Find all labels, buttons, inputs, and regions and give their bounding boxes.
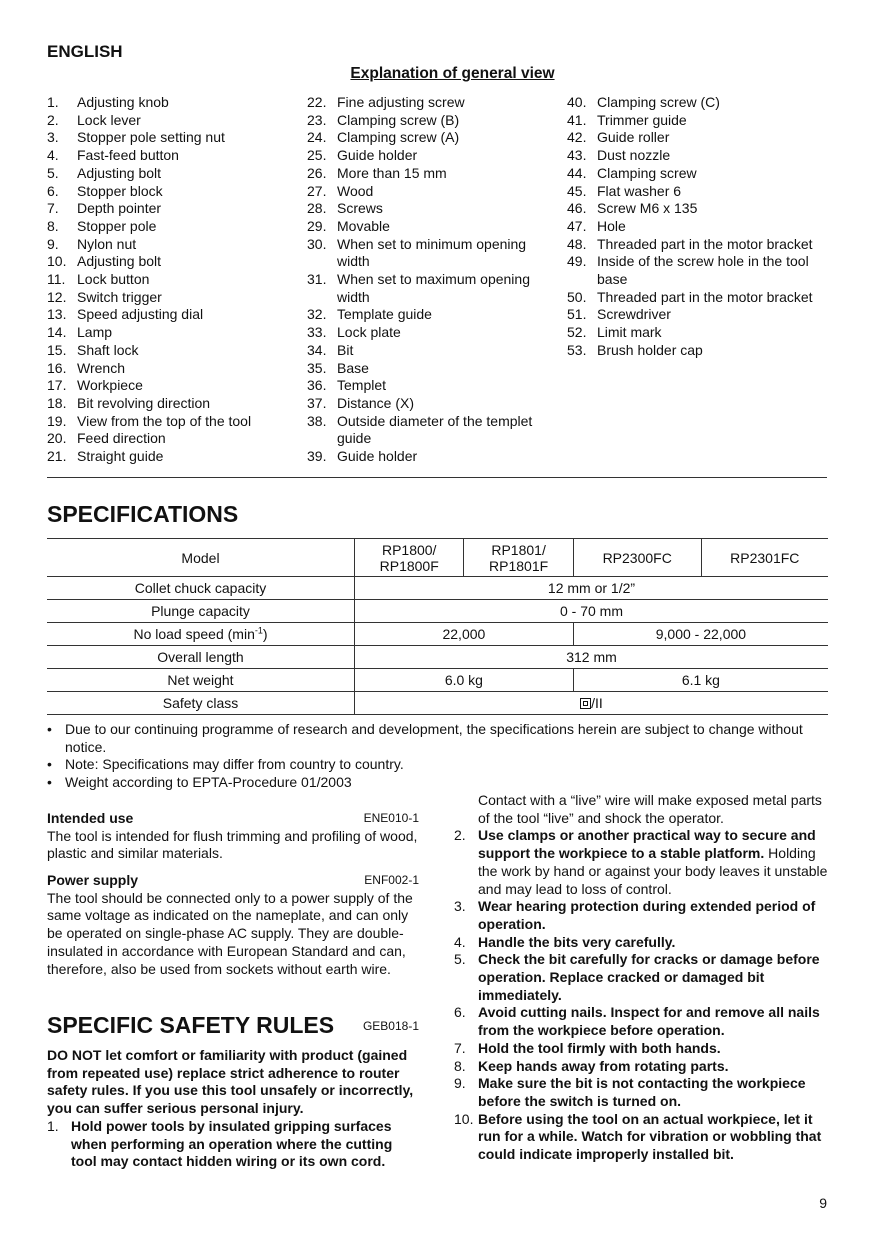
rule-text-normal: Holding the work by hand or against your body leaves it unstable and may lead to loss of control. bbox=[478, 845, 828, 897]
part-list-item bbox=[567, 112, 822, 130]
part-number: 26. bbox=[307, 164, 327, 181]
safety-rule bbox=[454, 1075, 828, 1110]
part-list-item bbox=[47, 200, 297, 218]
specifications-table bbox=[47, 538, 828, 715]
safety-rule bbox=[454, 898, 828, 933]
spec-row-collet bbox=[47, 577, 828, 600]
part-number: 21. bbox=[47, 448, 67, 465]
part-list-item bbox=[47, 448, 297, 466]
part-name: Switch trigger bbox=[77, 288, 162, 305]
part-list-item bbox=[47, 360, 297, 378]
part-number: 50. bbox=[567, 288, 587, 305]
part-list-item bbox=[567, 94, 822, 112]
part-name: Guide roller bbox=[597, 129, 670, 146]
part-number: 41. bbox=[567, 111, 587, 128]
rule-number: 7. bbox=[454, 1039, 466, 1056]
general-view-title: Explanation of general view bbox=[350, 65, 555, 82]
part-number: 31. bbox=[307, 271, 327, 288]
part-name: Speed adjusting dial bbox=[77, 306, 204, 323]
part-number: 49. bbox=[567, 253, 587, 270]
part-name: Wrench bbox=[77, 359, 125, 376]
part-number: 6. bbox=[47, 182, 59, 199]
spec-label: Net weight bbox=[47, 669, 355, 692]
spec-label-model: Model bbox=[47, 539, 355, 577]
part-number: 17. bbox=[47, 377, 67, 394]
part-list-item bbox=[47, 377, 297, 395]
rule-text: Handle the bits very carefully. bbox=[478, 933, 676, 950]
intended-use-section bbox=[47, 810, 419, 863]
part-list-item bbox=[47, 183, 297, 201]
part-name: Lamp bbox=[77, 324, 113, 341]
part-name: More than 15 mm bbox=[337, 164, 447, 181]
power-supply-section bbox=[47, 872, 419, 978]
safety-rule bbox=[454, 1111, 828, 1164]
part-name: Flat washer 6 bbox=[597, 182, 682, 199]
part-number: 22. bbox=[307, 94, 327, 110]
part-number: 8. bbox=[47, 217, 59, 234]
part-name: Outside diameter of the templet guide bbox=[337, 412, 533, 447]
part-list-item bbox=[307, 147, 547, 165]
safety-rules-right bbox=[454, 792, 828, 1164]
part-number: 42. bbox=[567, 129, 587, 146]
part-list-item bbox=[307, 342, 547, 360]
rule-text: Hold the tool firmly with both hands. bbox=[478, 1039, 721, 1056]
spec-label bbox=[47, 623, 355, 646]
part-name: Clamping screw (B) bbox=[337, 111, 460, 128]
spec-notes bbox=[47, 721, 832, 792]
bullet-icon: • bbox=[47, 721, 52, 737]
part-list-item bbox=[47, 289, 297, 307]
parts-list-column-1 bbox=[47, 94, 297, 466]
part-number: 5. bbox=[47, 164, 59, 181]
page-number: 9 bbox=[819, 1195, 827, 1211]
part-list-item bbox=[47, 253, 297, 271]
part-name: Fast-feed button bbox=[77, 147, 179, 164]
spec-value: 0 - 70 mm bbox=[355, 600, 829, 623]
part-number: 30. bbox=[307, 235, 327, 252]
spec-value: 12 mm or 1/2” bbox=[355, 577, 829, 600]
note-text: Due to our continuing programme of research and development, the specifications herein are subject to change without notice. bbox=[65, 721, 803, 755]
section-divider bbox=[47, 477, 827, 478]
bullet-icon: • bbox=[47, 756, 52, 773]
rule-number: 8. bbox=[454, 1057, 466, 1074]
spec-value: 22,000 bbox=[355, 623, 574, 646]
part-name: Brush holder cap bbox=[597, 341, 703, 358]
part-number: 32. bbox=[307, 306, 327, 323]
part-number: 13. bbox=[47, 306, 67, 323]
double-insulation-icon bbox=[580, 698, 591, 709]
part-number: 1. bbox=[47, 94, 59, 110]
spec-row-weight bbox=[47, 669, 828, 692]
part-list-item bbox=[47, 324, 297, 342]
spec-label: Safety class bbox=[47, 692, 355, 715]
part-list-item bbox=[47, 271, 297, 289]
part-list-item bbox=[47, 413, 297, 431]
part-number: 52. bbox=[567, 324, 587, 341]
part-name: Trimmer guide bbox=[597, 111, 687, 128]
part-list-item bbox=[47, 236, 297, 254]
note-text: Note: Specifications may differ from country to country. bbox=[65, 756, 404, 773]
rule-text: Avoid cutting nails. Inspect for and remove all nails from the workpiece before operation. bbox=[478, 1004, 820, 1039]
part-list-item bbox=[307, 236, 547, 271]
part-list-item bbox=[567, 253, 822, 288]
part-number: 43. bbox=[567, 147, 587, 164]
part-name: Movable bbox=[337, 217, 390, 234]
part-number: 48. bbox=[567, 235, 587, 252]
part-number: 51. bbox=[567, 306, 587, 323]
safety-rules-code: GEB018-1 bbox=[362, 1019, 419, 1034]
part-number: 35. bbox=[307, 359, 327, 376]
intended-use-heading: Intended use bbox=[47, 810, 134, 826]
part-number: 28. bbox=[307, 200, 327, 217]
part-list-item bbox=[307, 183, 547, 201]
part-list-item bbox=[307, 165, 547, 183]
safety-rule bbox=[454, 1058, 828, 1076]
rule-number: 5. bbox=[454, 951, 466, 968]
part-number: 7. bbox=[47, 200, 59, 217]
part-list-item bbox=[567, 165, 822, 183]
rule-number: 4. bbox=[454, 933, 466, 950]
part-list-item bbox=[567, 236, 822, 254]
part-name: Distance (X) bbox=[337, 394, 415, 411]
part-name: Wood bbox=[337, 182, 374, 199]
part-number: 12. bbox=[47, 288, 67, 305]
rule-text: Hold power tools by insulated gripping surfaces when performing an operation where the cutting tool may contact hidden wiring or its own cord. bbox=[71, 1117, 393, 1170]
part-name: Adjusting bolt bbox=[77, 164, 162, 181]
part-list-item bbox=[567, 129, 822, 147]
part-name: Guide holder bbox=[337, 147, 418, 164]
part-list-item bbox=[567, 306, 822, 324]
intended-use-code: ENE010-1 bbox=[363, 811, 419, 825]
part-number: 14. bbox=[47, 324, 67, 341]
part-list-item bbox=[307, 129, 547, 147]
part-name: Threaded part in the motor bracket bbox=[597, 235, 813, 252]
part-list-item bbox=[307, 218, 547, 236]
part-name: Screwdriver bbox=[597, 306, 671, 323]
part-number: 2. bbox=[47, 111, 59, 128]
part-name: Shaft lock bbox=[77, 341, 139, 358]
part-name: Stopper pole bbox=[77, 217, 157, 234]
part-number: 18. bbox=[47, 394, 67, 411]
model-name: RP1800/ bbox=[381, 541, 437, 558]
part-list-item bbox=[567, 147, 822, 165]
spec-value: 312 mm bbox=[355, 646, 829, 669]
rule-number: 10. bbox=[454, 1110, 474, 1127]
part-number: 19. bbox=[47, 412, 67, 429]
spec-value: 6.0 kg bbox=[355, 669, 574, 692]
part-list-item bbox=[307, 112, 547, 130]
part-number: 38. bbox=[307, 412, 327, 429]
part-name: Template guide bbox=[337, 306, 432, 323]
spec-row-model bbox=[47, 539, 828, 577]
spec-model-3: RP2300FC bbox=[573, 539, 701, 577]
bullet-icon: • bbox=[47, 774, 52, 791]
part-number: 33. bbox=[307, 324, 327, 341]
safety-rules-title: SPECIFIC SAFETY RULES bbox=[47, 1012, 335, 1038]
part-list-item bbox=[47, 430, 297, 448]
part-name: Guide holder bbox=[337, 448, 418, 465]
part-name: Screw M6 x 135 bbox=[597, 200, 698, 217]
safety-rule bbox=[454, 1040, 828, 1058]
part-list-item bbox=[307, 306, 547, 324]
part-list-item bbox=[47, 165, 297, 183]
rule-text-bold: Use clamps or another practical way to secure and support the workpiece to a stable platform. bbox=[478, 827, 816, 862]
part-list-item bbox=[567, 200, 822, 218]
safety-rule bbox=[454, 951, 828, 1004]
part-name: Limit mark bbox=[597, 324, 662, 341]
spec-label: Overall length bbox=[47, 646, 355, 669]
spec-model-4: RP2301FC bbox=[701, 539, 828, 577]
safety-rule bbox=[454, 1004, 828, 1039]
spec-label: Collet chuck capacity bbox=[47, 577, 355, 600]
safety-class-value: /II bbox=[591, 695, 603, 711]
part-number: 9. bbox=[47, 235, 59, 252]
spec-row-length bbox=[47, 646, 828, 669]
part-name: Fine adjusting screw bbox=[337, 94, 465, 110]
specifications-title: SPECIFICATIONS bbox=[47, 501, 239, 527]
model-name: RP1801/ bbox=[491, 541, 546, 558]
part-name: Lock lever bbox=[77, 111, 141, 128]
spec-label: Plunge capacity bbox=[47, 600, 355, 623]
part-number: 45. bbox=[567, 182, 587, 199]
rule-text bbox=[478, 827, 828, 898]
intended-use-text: The tool is intended for flush trimming and profiling of wood, plastic and similar materials. bbox=[47, 827, 418, 862]
part-name: Hole bbox=[597, 217, 626, 234]
parts-list-column-2 bbox=[307, 94, 547, 466]
part-name: Feed direction bbox=[77, 430, 166, 447]
part-name: Inside of the screw hole in the tool base bbox=[597, 253, 809, 288]
language-heading: ENGLISH bbox=[47, 42, 123, 61]
part-name: Nylon nut bbox=[77, 235, 137, 252]
rule-text: Wear hearing protection during extended period of operation. bbox=[478, 898, 816, 932]
part-list-item bbox=[307, 395, 547, 413]
part-name: Straight guide bbox=[77, 448, 164, 465]
safety-rules-list bbox=[454, 898, 828, 1164]
part-number: 4. bbox=[47, 147, 59, 164]
part-name: Dust nozzle bbox=[597, 147, 671, 164]
spec-value: 6.1 kg bbox=[573, 669, 828, 692]
part-list-item bbox=[307, 377, 547, 395]
model-name: RP1801F bbox=[489, 557, 549, 574]
part-name: Clamping screw bbox=[597, 164, 697, 181]
spec-model-1 bbox=[355, 539, 464, 577]
safety-intro: DO NOT let comfort or familiarity with product (gained from repeated use) replace strict adherence to router safety rules. If you use this tool unsafely or incorrectly, you can suffer serious personal injury. bbox=[47, 1047, 414, 1117]
part-list-item bbox=[47, 342, 297, 360]
part-name: Adjusting bolt bbox=[77, 253, 162, 270]
spec-value: 9,000 - 22,000 bbox=[573, 623, 828, 646]
part-number: 36. bbox=[307, 377, 327, 394]
speed-label-superscript: -1 bbox=[254, 625, 263, 636]
part-number: 39. bbox=[307, 448, 327, 465]
spec-row-speed bbox=[47, 623, 828, 646]
part-name: When set to maximum opening width bbox=[337, 271, 530, 305]
part-number: 47. bbox=[567, 217, 587, 234]
part-number: 37. bbox=[307, 394, 327, 411]
part-name: Lock plate bbox=[337, 324, 401, 341]
part-list-item bbox=[567, 324, 822, 342]
spec-note bbox=[47, 774, 832, 792]
part-name: Clamping screw (C) bbox=[597, 94, 720, 110]
rule-text: Check the bit carefully for cracks or damage before operation. Replace cracked or damaged bit immediately. bbox=[478, 951, 820, 1003]
safety-rule-1-continued: Contact with a “live” wire will make exposed metal parts of the tool “live” and shock the operator. bbox=[478, 792, 822, 826]
spec-note bbox=[47, 756, 832, 774]
part-name: Screws bbox=[337, 200, 383, 217]
part-number: 29. bbox=[307, 217, 327, 234]
part-list-item bbox=[307, 200, 547, 218]
speed-label-text: ) bbox=[262, 626, 268, 642]
part-name: Lock button bbox=[77, 271, 150, 288]
part-number: 24. bbox=[307, 129, 327, 146]
part-list-item bbox=[307, 324, 547, 342]
part-list-item bbox=[567, 342, 822, 360]
part-name: Bit revolving direction bbox=[77, 394, 211, 411]
part-name: Clamping screw (A) bbox=[337, 129, 460, 146]
part-number: 10. bbox=[47, 253, 67, 270]
rule-text: Keep hands away from rotating parts. bbox=[478, 1057, 729, 1074]
note-text: Weight according to EPTA-Procedure 01/2003 bbox=[65, 774, 352, 791]
power-supply-code: ENF002-1 bbox=[364, 873, 419, 887]
spec-row-safety bbox=[47, 692, 828, 715]
model-name: RP1800F bbox=[379, 557, 439, 574]
part-number: 25. bbox=[307, 147, 327, 164]
rule-number: 6. bbox=[454, 1004, 466, 1021]
safety-rule-2 bbox=[454, 827, 828, 898]
part-list-item bbox=[307, 94, 547, 112]
part-name: Base bbox=[337, 359, 369, 376]
spec-value bbox=[355, 692, 829, 715]
part-name: Depth pointer bbox=[77, 200, 162, 217]
rule-text: Before using the tool on an actual workpiece, let it run for a while. Watch for vibration or wobbling that could indicate improperly installed bit. bbox=[478, 1110, 822, 1163]
part-name: Adjusting knob bbox=[77, 94, 169, 110]
part-number: 44. bbox=[567, 164, 587, 181]
part-name: Stopper pole setting nut bbox=[77, 129, 225, 146]
spec-model-2 bbox=[464, 539, 573, 577]
part-list-item bbox=[307, 448, 547, 466]
rule-number: 3. bbox=[454, 898, 466, 915]
power-supply-text: The tool should be connected only to a power supply of the same voltage as indicated on the nameplate, and can only be operated on single-phase AC supply. They are double-insulated in accordance with European Standard and can, therefore, also be used from sockets without earth wire. bbox=[47, 889, 413, 977]
spec-note bbox=[47, 721, 832, 756]
part-list-item bbox=[307, 413, 547, 448]
part-name: Bit bbox=[337, 341, 354, 358]
rule-number: 2. bbox=[454, 827, 466, 844]
rule-number: 9. bbox=[454, 1075, 466, 1092]
part-list-item bbox=[307, 271, 547, 306]
parts-list-column-3 bbox=[567, 94, 822, 360]
part-number: 40. bbox=[567, 94, 587, 110]
power-supply-heading: Power supply bbox=[47, 872, 139, 888]
part-number: 3. bbox=[47, 129, 59, 146]
part-number: 23. bbox=[307, 111, 327, 128]
part-name: Workpiece bbox=[77, 377, 143, 394]
part-number: 20. bbox=[47, 430, 67, 447]
part-number: 27. bbox=[307, 182, 327, 199]
rule-text: Make sure the bit is not contacting the workpiece before the switch is turned on. bbox=[478, 1075, 806, 1109]
safety-rule-1 bbox=[47, 1118, 419, 1171]
spec-row-plunge bbox=[47, 600, 828, 623]
part-name: Stopper block bbox=[77, 182, 163, 199]
safety-rules-title-row bbox=[47, 1011, 419, 1039]
part-list-item bbox=[47, 218, 297, 236]
part-number: 11. bbox=[47, 271, 66, 288]
safety-rule bbox=[454, 934, 828, 952]
safety-rules-left bbox=[47, 1047, 419, 1171]
part-number: 34. bbox=[307, 341, 327, 358]
part-number: 46. bbox=[567, 200, 587, 217]
part-number: 16. bbox=[47, 359, 67, 376]
part-name: Templet bbox=[337, 377, 387, 394]
part-name: Threaded part in the motor bracket bbox=[597, 288, 813, 305]
speed-label-text: No load speed (min bbox=[133, 626, 255, 642]
part-list-item bbox=[47, 129, 297, 147]
part-list-item bbox=[47, 94, 297, 112]
part-number: 53. bbox=[567, 341, 587, 358]
part-number: 15. bbox=[47, 341, 67, 358]
part-list-item bbox=[47, 112, 297, 130]
rule-number: 1. bbox=[47, 1117, 59, 1134]
part-list-item bbox=[47, 306, 297, 324]
part-list-item bbox=[307, 360, 547, 378]
part-list-item bbox=[47, 395, 297, 413]
part-list-item bbox=[567, 183, 822, 201]
part-name: When set to minimum opening width bbox=[337, 235, 527, 270]
part-name: View from the top of the tool bbox=[77, 412, 252, 429]
part-list-item bbox=[47, 147, 297, 165]
part-list-item bbox=[567, 218, 822, 236]
part-list-item bbox=[567, 289, 822, 307]
